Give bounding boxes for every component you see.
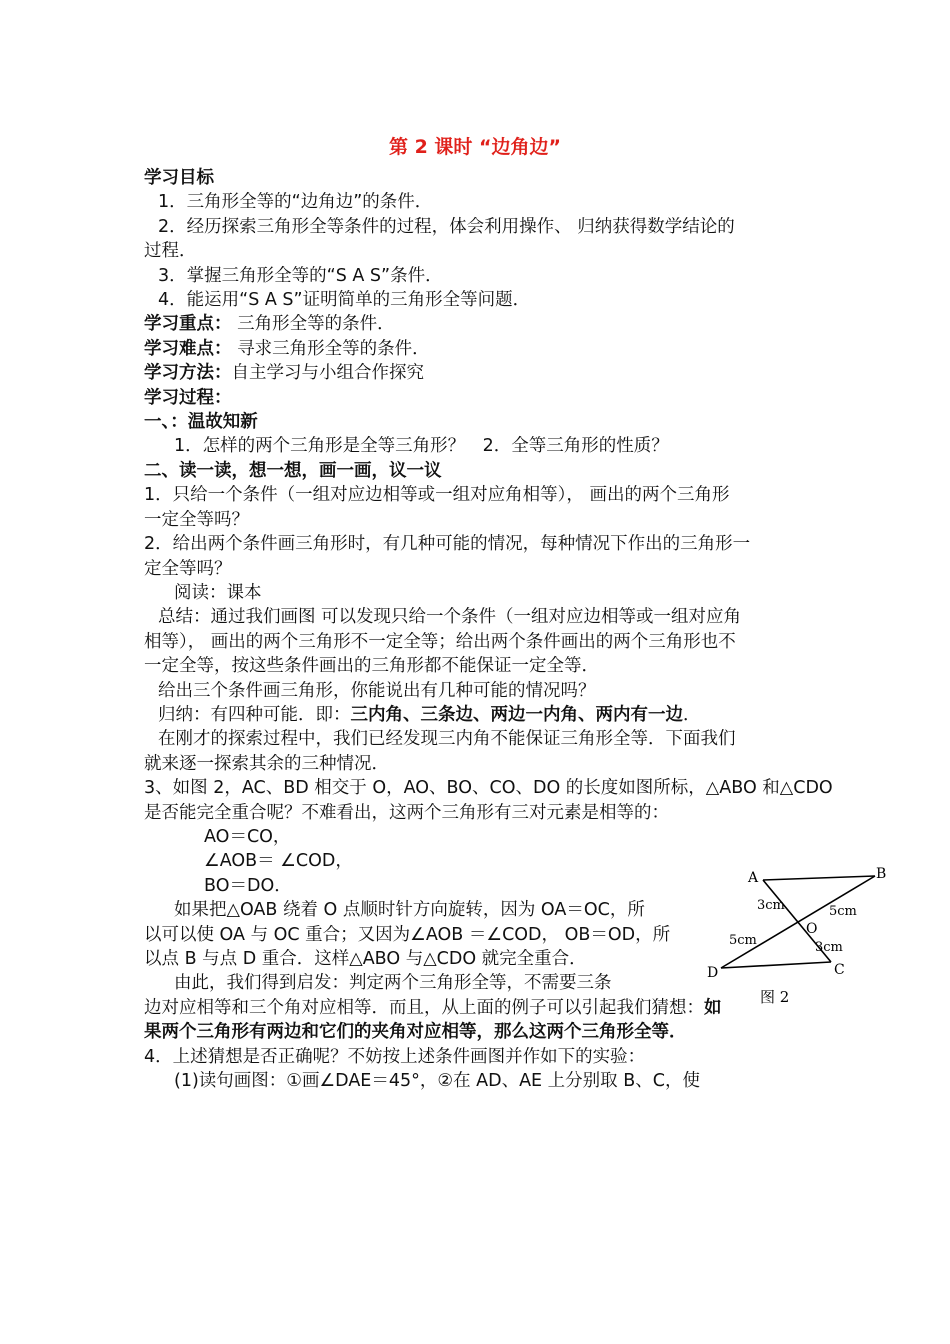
process-label: 学习过程： [144, 387, 232, 408]
summary-3: 一定全等，按这些条件画出的三角形都不能保证一定全等． [144, 656, 599, 677]
goal-3: 3．掌握三角形全等的“S A S”条件． [158, 265, 443, 286]
segment-bd [721, 876, 875, 968]
difficult-label: 学习难点： [144, 338, 232, 359]
equation-3: BO＝DO． [204, 875, 292, 896]
method [144, 361, 824, 385]
key-label: 学习重点： [144, 314, 232, 335]
summary-1: 总结：通过我们画图 可以发现只给一个条件（一组对应边相等或一组对应角 [158, 607, 742, 628]
induction-prefix: 归纳：有四种可能．即： [158, 704, 351, 725]
part1-heading: 一、：温故知新 [144, 412, 258, 433]
step-1: (1)读句画图：①画∠DAE＝45°，②在 AD、AE 上分别取 B、C，使 [174, 1071, 700, 1092]
label-a: A [748, 870, 759, 886]
length-ao: 3cm [757, 898, 785, 913]
length-co: 3cm [815, 940, 843, 955]
summary-2: 相等）， 画出的两个三角形不一定全等；给出两个条件画出的两个三角形也不 [144, 631, 736, 652]
induction [144, 703, 824, 727]
segment-ab [763, 876, 875, 880]
guess-bold-start: 如 [704, 997, 722, 1018]
part1-questions: 1．怎样的两个三角形是全等三角形？ 2．全等三角形的性质？ [174, 436, 669, 457]
goal-2-cont: 过程． [144, 241, 197, 262]
question-1: 1．只给一个条件（一组对应边相等或一组对应角相等）， 画出的两个三角形 [144, 485, 730, 506]
question-3-cont: 是否能完全重合呢？不难看出，这两个三角形有三对元素是相等的： [144, 802, 669, 823]
question-2: 2．给出两个条件画三角形时，有几种可能的情况，每种情况下作出的三角形一 [144, 534, 751, 555]
goal-2: 2．经历探索三角形全等条件的过程，体会利用操作、 归纳获得数学结论的 [158, 216, 735, 237]
goal-1: 1．三角形全等的“边角边”的条件． [158, 192, 433, 213]
guess-prefix: 边对应相等和三个角对应相等．而且，从上面的例子可以引起我们猜想： [144, 997, 704, 1018]
induction-suffix: ． [683, 704, 701, 725]
rotate-1: 如果把△OAB 绕着 O 点顺时针方向旋转，因为 OA＝OC，所 [174, 900, 645, 921]
equation-2: ∠AOB＝ ∠COD， [204, 851, 353, 872]
inspire: 由此，我们得到启发：判定两个三角形全等，不需要三条 [174, 973, 612, 994]
label-d: D [707, 965, 719, 981]
part2-heading: 二、读一读，想一想，画一画，议一议 [144, 460, 442, 481]
difficult-text: 寻求三角形全等的条件． [237, 338, 430, 359]
question-2-cont: 定全等吗？ [144, 558, 232, 579]
length-bo: 5cm [829, 904, 857, 919]
explore-2: 就来逐一探索其余的三种情况． [144, 753, 389, 774]
induction-bold: 三内角、三条边、两边一内角、两内有一边 [350, 704, 683, 725]
goals-heading: 学习目标 [144, 168, 214, 188]
question-3: 3、如图 2，AC、BD 相交于 O，AO、BO、CO、DO 的长度如图所标，△ABO 和△CDO [144, 778, 833, 799]
segment-dc [721, 962, 831, 968]
rotate-2: 以可以使 OA 与 OC 重合；又因为∠AOB ＝∠COD， OB＝OD，所 [144, 924, 671, 945]
figure-2 [703, 862, 903, 1012]
question-4: 4．上述猜想是否正确呢？不妨按上述条件画图并作如下的实验： [144, 1046, 646, 1067]
label-o: O [806, 921, 818, 937]
explore-1: 在刚才的探索过程中，我们已经发现三内角不能保证三角形全等．下面我们 [158, 729, 736, 750]
difficult-point [144, 337, 824, 361]
goal-4: 4．能运用“S A S”证明简单的三角形全等问题． [158, 290, 531, 311]
rotate-3: 以点 B 与点 D 重合．这样△ABO 与△CDO 就完全重合． [144, 949, 587, 969]
method-text: 自主学习与小组合作探究 [231, 363, 424, 384]
figure-caption: 图 2 [760, 988, 790, 1006]
reading-note: 阅读：课本 [174, 582, 262, 603]
length-do: 5cm [729, 933, 757, 948]
key-point [144, 312, 824, 336]
key-text: 三角形全等的条件． [237, 314, 395, 335]
equation-1: AO＝CO， [204, 826, 291, 847]
three-conditions: 给出三个条件画三角形，你能说出有几种可能的情况吗？ [158, 680, 596, 701]
question-1-cont: 一定全等吗？ [144, 509, 249, 530]
method-label: 学习方法： [144, 363, 232, 384]
guess-2: 果两个三角形有两边和它们的夹角对应相等，那么这两个三角形全等． [144, 1022, 687, 1043]
label-c: C [834, 962, 845, 978]
lesson-title: 第 2 课时 “边角边” [388, 136, 562, 158]
label-b: B [876, 866, 887, 882]
